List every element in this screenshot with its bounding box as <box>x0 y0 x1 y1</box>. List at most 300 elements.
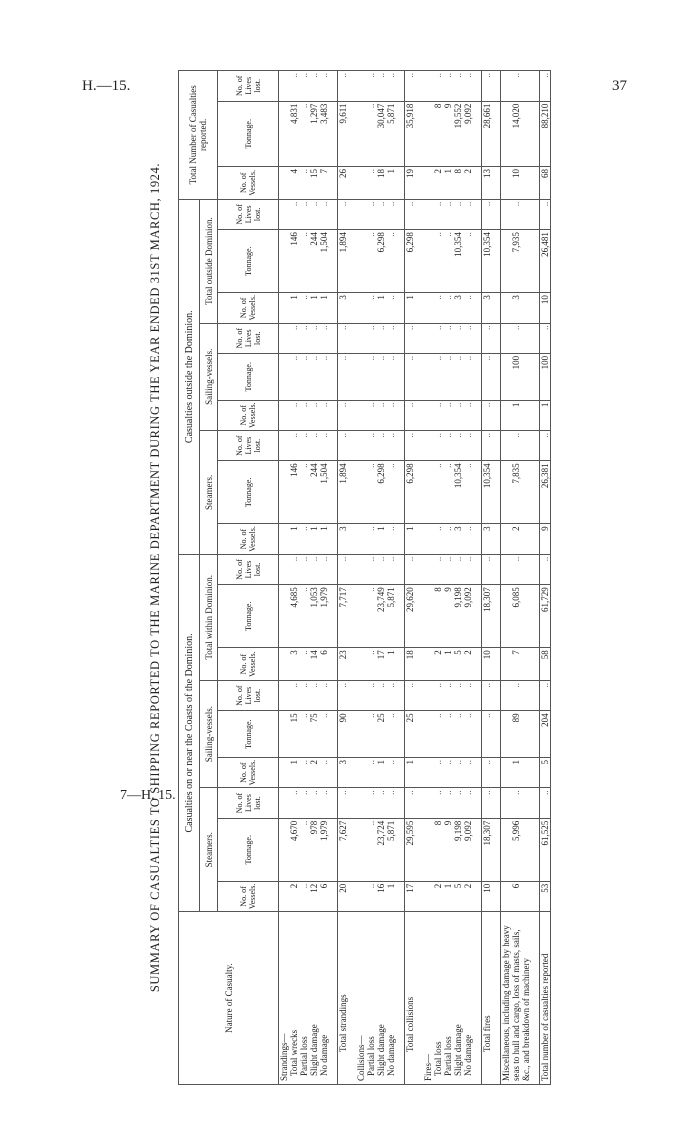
tonnage-subheader: Tonnage. <box>218 101 279 166</box>
table-cell: .. <box>376 199 386 229</box>
table-cell: .. <box>463 293 473 323</box>
table-cell: 1,979 <box>319 818 329 881</box>
table-cell <box>356 71 366 102</box>
table-cell: .. <box>319 758 329 788</box>
table-cell: .. <box>463 554 473 584</box>
table-cell: .. <box>501 788 532 818</box>
table-cell <box>423 323 433 353</box>
table-cell: 90 <box>338 711 349 758</box>
lives-subheader: No. of Lives lost. <box>218 430 279 460</box>
table-cell: .. <box>463 400 473 430</box>
table-cell: 26 <box>338 166 349 199</box>
table-cell: .. <box>463 758 473 788</box>
table-cell: 6 <box>319 648 329 681</box>
table-cell <box>356 293 366 323</box>
table-cell: .. <box>443 758 453 788</box>
table-cell: 8 <box>453 166 463 199</box>
table-cell: 6,298 <box>405 230 416 293</box>
table-cell: .. <box>299 788 309 818</box>
spacer-row <box>415 71 423 1085</box>
spacer-row <box>531 71 540 1085</box>
table-cell: .. <box>443 400 453 430</box>
table-cell: .. <box>540 788 551 818</box>
table-cell: .. <box>443 680 453 710</box>
table-cell: .. <box>453 323 463 353</box>
row-label: Collisions— <box>356 912 366 1085</box>
table-cell: 3 <box>482 293 493 323</box>
table-cell <box>356 818 366 881</box>
vessels-subheader: No. of Vessels. <box>218 881 279 911</box>
row-label: Total collisions <box>405 912 416 1085</box>
table-cell: .. <box>366 788 376 818</box>
table-cell: .. <box>540 680 551 710</box>
outside-steamers-header: Steamers. <box>200 430 218 554</box>
table-cell: 10,354 <box>482 461 493 524</box>
table-cell <box>279 711 290 758</box>
vessels-subheader: No. of Vessels. <box>218 400 279 430</box>
table-cell: .. <box>309 554 319 584</box>
table-cell: 58 <box>540 648 551 681</box>
table-cell: .. <box>299 323 309 353</box>
table-cell: 7,627 <box>338 818 349 881</box>
table-cell: .. <box>338 430 349 460</box>
table-cell: .. <box>433 788 443 818</box>
table-row <box>453 71 463 1085</box>
table-cell: .. <box>289 323 299 353</box>
table-row <box>386 71 396 1085</box>
outside-sailing-header: Sailing-vessels. <box>200 323 218 430</box>
table-cell: .. <box>433 353 443 400</box>
table-cell: 4 <box>289 166 299 199</box>
table-cell: .. <box>366 711 376 758</box>
table-cell: 1 <box>376 758 386 788</box>
table-cell: 10,354 <box>453 230 463 293</box>
row-label: Total number of casualties reported <box>540 912 551 1085</box>
total-within-header: Total within Dominion. <box>200 554 218 680</box>
table-cell: .. <box>366 323 376 353</box>
table-cell <box>423 430 433 460</box>
table-cell: 2 <box>463 881 473 911</box>
table-cell: 7,717 <box>338 585 349 648</box>
table-cell: .. <box>443 524 453 554</box>
table-cell <box>356 788 366 818</box>
table-cell <box>279 788 290 818</box>
table-cell: .. <box>299 818 309 881</box>
page-number: 37 <box>612 78 627 94</box>
table-cell: .. <box>482 430 493 460</box>
table-cell: .. <box>319 430 329 460</box>
table-cell: .. <box>405 71 416 102</box>
table-cell: .. <box>453 711 463 758</box>
table-cell: 35,918 <box>405 101 416 166</box>
table-cell: 10 <box>501 166 532 199</box>
table-cell: .. <box>386 430 396 460</box>
table-cell: .. <box>309 199 319 229</box>
table-cell: 7,935 <box>501 230 532 293</box>
table-cell: 9,198 <box>453 585 463 648</box>
table-cell: .. <box>386 711 396 758</box>
table-cell <box>356 400 366 430</box>
table-cell: .. <box>482 554 493 584</box>
table-cell: 5,871 <box>386 585 396 648</box>
table-cell: .. <box>386 199 396 229</box>
table-cell: .. <box>433 323 443 353</box>
table-cell: .. <box>338 400 349 430</box>
spacer-row <box>348 71 356 1085</box>
table-cell: 3,483 <box>319 101 329 166</box>
table-row <box>376 71 386 1085</box>
table-cell: .. <box>366 648 376 681</box>
table-cell: .. <box>366 881 376 911</box>
table-cell: .. <box>443 554 453 584</box>
coast-steamers-header: Steamers. <box>200 788 218 912</box>
table-cell: 53 <box>540 881 551 911</box>
table-cell <box>423 818 433 881</box>
table-cell <box>356 554 366 584</box>
table-cell: .. <box>309 71 319 102</box>
table-cell: .. <box>405 353 416 400</box>
table-cell: 15 <box>289 711 299 758</box>
table-cell: .. <box>433 554 443 584</box>
table-cell: 10 <box>482 881 493 911</box>
table-cell: .. <box>338 323 349 353</box>
table-cell: .. <box>501 554 532 584</box>
table-cell <box>356 101 366 166</box>
table-cell: .. <box>540 199 551 229</box>
table-cell: 30,047 <box>376 101 386 166</box>
table-row <box>405 71 416 1085</box>
table-cell: 1,979 <box>319 585 329 648</box>
table-cell: 204 <box>540 711 551 758</box>
table-cell: 1 <box>289 293 299 323</box>
table-cell: .. <box>443 230 453 293</box>
table-cell: .. <box>289 199 299 229</box>
table-cell: .. <box>338 71 349 102</box>
table-cell: .. <box>386 554 396 584</box>
table-cell: .. <box>433 711 443 758</box>
table-cell: .. <box>482 71 493 102</box>
table-cell: 3 <box>453 524 463 554</box>
table-cell: 16 <box>376 881 386 911</box>
table-cell: .. <box>405 680 416 710</box>
table-cell: .. <box>540 430 551 460</box>
table-cell: 89 <box>501 711 532 758</box>
table-cell: .. <box>386 71 396 102</box>
lives-subheader: No. of Lives lost. <box>218 323 279 353</box>
table-cell: 18,307 <box>482 818 493 881</box>
tonnage-subheader: Tonnage. <box>218 818 279 881</box>
table-cell: .. <box>433 400 443 430</box>
table-cell: .. <box>405 430 416 460</box>
table-cell: 5 <box>540 758 551 788</box>
row-label: Miscellaneous, including damage by heavy seas to hull and cargo, loss of masts, sails, &c., and breakdown of machinery <box>501 912 532 1085</box>
table-cell: .. <box>376 788 386 818</box>
table-cell: .. <box>319 353 329 400</box>
table-cell: 5,996 <box>501 818 532 881</box>
table-cell: .. <box>386 461 396 524</box>
table-cell: .. <box>540 71 551 102</box>
table-cell: 1 <box>405 293 416 323</box>
table-cell: .. <box>463 199 473 229</box>
table-cell: 4,685 <box>289 585 299 648</box>
table-cell: .. <box>319 554 329 584</box>
table-cell: .. <box>453 199 463 229</box>
table-cell: .. <box>366 166 376 199</box>
table-cell: 25 <box>405 711 416 758</box>
table-cell: .. <box>463 461 473 524</box>
table-cell: 1 <box>289 524 299 554</box>
table-cell <box>423 788 433 818</box>
table-cell: .. <box>366 293 376 323</box>
table-cell <box>279 881 290 911</box>
table-cell: .. <box>366 818 376 881</box>
table-cell <box>279 758 290 788</box>
table-row <box>433 71 443 1085</box>
table-cell <box>279 400 290 430</box>
spacer-row <box>473 71 482 1085</box>
table-cell <box>279 818 290 881</box>
table-cell: 1,053 <box>309 585 319 648</box>
table-cell: 9,092 <box>463 101 473 166</box>
table-row <box>289 71 299 1085</box>
table-cell: .. <box>299 101 309 166</box>
table-cell: 19 <box>405 166 416 199</box>
table-cell: .. <box>386 400 396 430</box>
table-cell: .. <box>366 353 376 400</box>
table-cell: .. <box>338 199 349 229</box>
table-cell <box>356 230 366 293</box>
table-cell <box>356 524 366 554</box>
table-cell: .. <box>405 400 416 430</box>
table-cell <box>423 293 433 323</box>
row-label: Total wrecks <box>289 912 299 1085</box>
tonnage-subheader: Tonnage. <box>218 230 279 293</box>
row-label: Total strandings <box>338 912 349 1085</box>
table-cell: 2 <box>309 758 319 788</box>
table-cell: .. <box>501 430 532 460</box>
table-cell: .. <box>386 788 396 818</box>
row-label: Partial loss <box>366 912 376 1085</box>
table-cell: .. <box>386 524 396 554</box>
table-cell: 1,894 <box>338 230 349 293</box>
table-cell: 3 <box>501 293 532 323</box>
table-cell: 1 <box>309 293 319 323</box>
table-cell: 17 <box>405 881 416 911</box>
table-cell: 12 <box>309 881 319 911</box>
table-cell: .. <box>376 71 386 102</box>
rotated-table-page <box>148 70 633 1085</box>
table-cell: .. <box>463 71 473 102</box>
table-cell: .. <box>463 711 473 758</box>
table-cell: 6,298 <box>376 230 386 293</box>
lives-subheader: No. of Lives lost. <box>218 788 279 818</box>
table-cell: 3 <box>338 758 349 788</box>
vessels-subheader: No. of Vessels. <box>218 524 279 554</box>
table-cell <box>423 554 433 584</box>
table-cell <box>423 166 433 199</box>
table-cell: 15 <box>309 166 319 199</box>
table-cell: .. <box>299 199 309 229</box>
table-cell: .. <box>482 711 493 758</box>
table-cell: .. <box>366 585 376 648</box>
table-cell: 5,871 <box>386 101 396 166</box>
table-cell: .. <box>482 788 493 818</box>
table-cell: .. <box>463 230 473 293</box>
table-cell <box>423 101 433 166</box>
row-label: No damage <box>386 912 396 1085</box>
table-cell: 146 <box>289 230 299 293</box>
table-cell: 5,871 <box>386 818 396 881</box>
table-cell: 2 <box>433 166 443 199</box>
table-cell: .. <box>453 353 463 400</box>
table-cell: .. <box>299 680 309 710</box>
nature-header: Nature of Casualty. <box>179 912 279 1085</box>
table-cell: .. <box>386 323 396 353</box>
table-cell: .. <box>433 680 443 710</box>
table-cell: .. <box>366 461 376 524</box>
table-cell: .. <box>443 71 453 102</box>
table-cell: 18,307 <box>482 585 493 648</box>
table-cell: .. <box>299 293 309 323</box>
table-cell: .. <box>376 554 386 584</box>
table-cell: .. <box>366 230 376 293</box>
table-cell: 1 <box>501 400 532 430</box>
table-cell: 3 <box>453 293 463 323</box>
spacer-row <box>396 71 405 1085</box>
row-label: Fires— <box>423 912 433 1085</box>
table-cell: .. <box>453 758 463 788</box>
row-label: No damage <box>463 912 473 1085</box>
table-cell <box>279 323 290 353</box>
table-cell: .. <box>453 430 463 460</box>
table-cell: .. <box>289 788 299 818</box>
table-cell: .. <box>482 199 493 229</box>
table-cell: 75 <box>309 711 319 758</box>
table-cell: 7,835 <box>501 461 532 524</box>
table-cell: .. <box>540 554 551 584</box>
table-cell: .. <box>376 353 386 400</box>
table-row <box>366 71 376 1085</box>
table-cell <box>423 400 433 430</box>
table-cell <box>356 166 366 199</box>
table-cell: 6,085 <box>501 585 532 648</box>
table-cell: 9 <box>540 524 551 554</box>
table-cell: .. <box>433 199 443 229</box>
table-cell: .. <box>453 71 463 102</box>
table-cell: 9 <box>443 585 453 648</box>
table-cell: .. <box>386 758 396 788</box>
table-cell: .. <box>299 400 309 430</box>
row-label: Partial loss <box>299 912 309 1085</box>
table-cell: .. <box>433 293 443 323</box>
table-cell: .. <box>309 323 319 353</box>
coast-sailing-header: Sailing-vessels. <box>200 680 218 787</box>
table-cell <box>279 71 290 102</box>
table-cell: 13 <box>482 166 493 199</box>
table-row <box>356 71 366 1085</box>
table-cell: 28,661 <box>482 101 493 166</box>
table-cell: .. <box>309 680 319 710</box>
table-cell: 61,729 <box>540 585 551 648</box>
table-cell <box>423 71 433 102</box>
table-cell: 3 <box>338 293 349 323</box>
table-cell: .. <box>299 430 309 460</box>
table-row <box>501 71 532 1085</box>
table-cell: .. <box>299 881 309 911</box>
table-cell: 26,481 <box>540 230 551 293</box>
table-body <box>279 71 551 1085</box>
table-cell: .. <box>299 711 309 758</box>
table-cell <box>356 461 366 524</box>
table-cell: 23,724 <box>376 818 386 881</box>
table-cell: 10 <box>482 648 493 681</box>
table-cell: 25 <box>376 711 386 758</box>
table-cell: 2 <box>463 166 473 199</box>
table-cell: .. <box>463 680 473 710</box>
table-row <box>423 71 433 1085</box>
table-cell <box>279 230 290 293</box>
table-cell: .. <box>366 758 376 788</box>
table-cell: 1,504 <box>319 461 329 524</box>
table-cell: .. <box>433 430 443 460</box>
table-cell: .. <box>289 71 299 102</box>
table-cell: .. <box>299 758 309 788</box>
tonnage-subheader: Tonnage. <box>218 711 279 758</box>
table-cell <box>279 554 290 584</box>
table-cell <box>356 353 366 400</box>
table-cell: 1 <box>376 293 386 323</box>
table-row <box>338 71 349 1085</box>
casualty-summary-table <box>178 70 551 1085</box>
table-cell <box>279 353 290 400</box>
table-cell: .. <box>338 554 349 584</box>
table-cell: 9 <box>443 101 453 166</box>
page-header-left: H.—15. <box>82 78 131 94</box>
table-cell: .. <box>319 71 329 102</box>
table-cell: 244 <box>309 230 319 293</box>
table-cell: .. <box>338 353 349 400</box>
table-cell: .. <box>386 230 396 293</box>
table-cell: .. <box>453 554 463 584</box>
table-cell: 100 <box>540 353 551 400</box>
table-cell: .. <box>463 323 473 353</box>
table-row <box>540 71 551 1085</box>
table-cell: .. <box>443 430 453 460</box>
table-cell: 6,298 <box>376 461 386 524</box>
table-row <box>309 71 319 1085</box>
table-cell <box>423 230 433 293</box>
table-cell: 1,297 <box>309 101 319 166</box>
table-cell: .. <box>443 788 453 818</box>
table-cell <box>423 353 433 400</box>
table-cell <box>423 881 433 911</box>
table-cell: .. <box>540 323 551 353</box>
table-cell: 1 <box>319 524 329 554</box>
table-cell: 14,020 <box>501 101 532 166</box>
spacer-row <box>329 71 338 1085</box>
table-cell: .. <box>299 461 309 524</box>
table-cell: 10,354 <box>482 230 493 293</box>
table-cell: .. <box>289 680 299 710</box>
table-cell: 4,670 <box>289 818 299 881</box>
table-cell: .. <box>299 585 309 648</box>
row-label: Total loss <box>433 912 443 1085</box>
table-cell: 2 <box>463 648 473 681</box>
table-cell: .. <box>501 71 532 102</box>
table-cell: .. <box>376 680 386 710</box>
table-row <box>319 71 329 1085</box>
table-cell: 1 <box>405 524 416 554</box>
